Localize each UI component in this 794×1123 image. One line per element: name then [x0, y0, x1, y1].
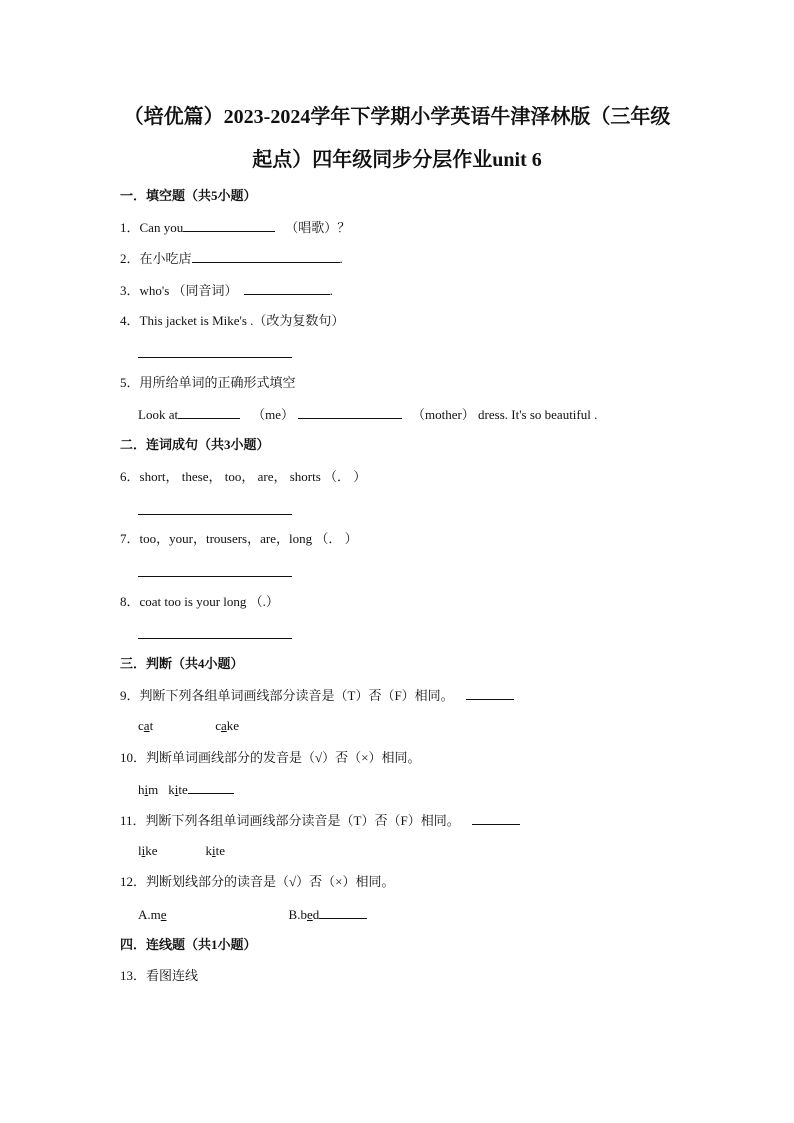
question-9-words [138, 717, 239, 735]
section-heading-judgement: 三．判断（共4小题） [120, 656, 244, 671]
answer-blank[interactable] [188, 780, 234, 794]
option-a: A.me [138, 907, 167, 922]
question-13 [120, 967, 198, 985]
answer-line[interactable] [138, 575, 292, 577]
doc-title-line2: 起点）四年级同步分层作业unit 6 [252, 149, 542, 171]
question-number: 10． [120, 750, 147, 765]
question-8 [120, 593, 279, 611]
section-heading-matching: 四．连线题（共1小题） [120, 937, 257, 952]
question-number: 4． [120, 313, 140, 328]
question-text: 判断单词画线部分的发音是（√）否（×）相同。 [146, 750, 421, 765]
question-12 [120, 873, 394, 891]
doc-title-line1: （培优篇）2023-2024学年下学期小学英语牛津泽林版（三年级 [123, 106, 671, 128]
question-number: 2． [120, 251, 140, 266]
question-text: （me） [252, 407, 294, 422]
word: kite [168, 782, 188, 797]
question-7 [120, 530, 358, 548]
question-number: 8． [120, 594, 140, 609]
question-text: （mother） dress. It's so beautiful . [411, 407, 598, 422]
question-1 [120, 218, 350, 237]
answer-blank[interactable] [472, 811, 520, 825]
question-number: 6． [120, 469, 140, 484]
question-text: . [339, 251, 343, 266]
word: him [138, 782, 159, 797]
question-2 [120, 249, 343, 268]
question-number: 7． [120, 531, 140, 546]
question-text: who's （同音词） [139, 283, 238, 298]
question-text: . [329, 283, 333, 298]
question-11-words [138, 842, 225, 860]
word: cake [215, 718, 240, 733]
answer-line[interactable] [138, 637, 292, 639]
answer-blank[interactable] [192, 249, 340, 263]
question-number: 11． [120, 813, 146, 828]
word: cat [138, 718, 154, 733]
question-5 [120, 374, 296, 392]
answer-blank[interactable] [178, 405, 240, 419]
question-10-words [138, 780, 234, 799]
question-11 [120, 811, 520, 830]
question-10 [120, 749, 420, 767]
question-text: Can you [139, 220, 184, 235]
answer-line[interactable] [138, 513, 292, 515]
question-5-sentence [138, 405, 597, 424]
answer-blank[interactable] [298, 405, 402, 419]
word: like [138, 843, 158, 858]
question-9 [120, 686, 514, 705]
question-number: 5． [120, 375, 140, 390]
question-number: 1． [120, 220, 140, 235]
section-heading-fill-blank: 一．填空题（共5小题） [120, 188, 257, 203]
question-6 [120, 468, 366, 486]
question-text: 判断划线部分的读音是（√）否（×）相同。 [146, 874, 395, 889]
answer-blank[interactable] [244, 281, 330, 295]
question-number: 9． [120, 688, 140, 703]
answer-blank[interactable] [466, 686, 514, 700]
question-text: 判断下列各组单词画线部分读音是（T）否（F）相同。 [145, 813, 460, 828]
question-text: This jacket is Mike's .（改为复数句） [139, 313, 345, 328]
question-text: 在小吃店 [139, 251, 192, 266]
question-text: too，your，trousers，are，long （． ） [139, 531, 358, 546]
question-4 [120, 312, 344, 330]
answer-line[interactable] [138, 356, 292, 358]
question-number: 13． [120, 968, 147, 983]
answer-blank[interactable] [183, 218, 275, 232]
answer-blank[interactable] [319, 905, 367, 919]
question-12-options [138, 905, 367, 924]
section-heading-sentence-building: 二．连词成句（共3小题） [120, 437, 270, 452]
question-text: coat too is your long （.） [139, 594, 279, 609]
question-text: short， these， too， are， shorts （． ） [139, 469, 367, 484]
question-text: （唱歌）？ [285, 220, 351, 235]
question-text: 用所给单词的正确形式填空 [139, 375, 296, 390]
question-number: 3． [120, 283, 140, 298]
question-3 [120, 281, 333, 300]
question-text: Look at [138, 407, 179, 422]
word: kite [205, 843, 226, 858]
question-number: 12． [120, 874, 147, 889]
option-b: B.bed [288, 907, 320, 922]
question-text: 看图连线 [146, 968, 199, 983]
question-text: 判断下列各组单词画线部分读音是（T）否（F）相同。 [139, 688, 454, 703]
